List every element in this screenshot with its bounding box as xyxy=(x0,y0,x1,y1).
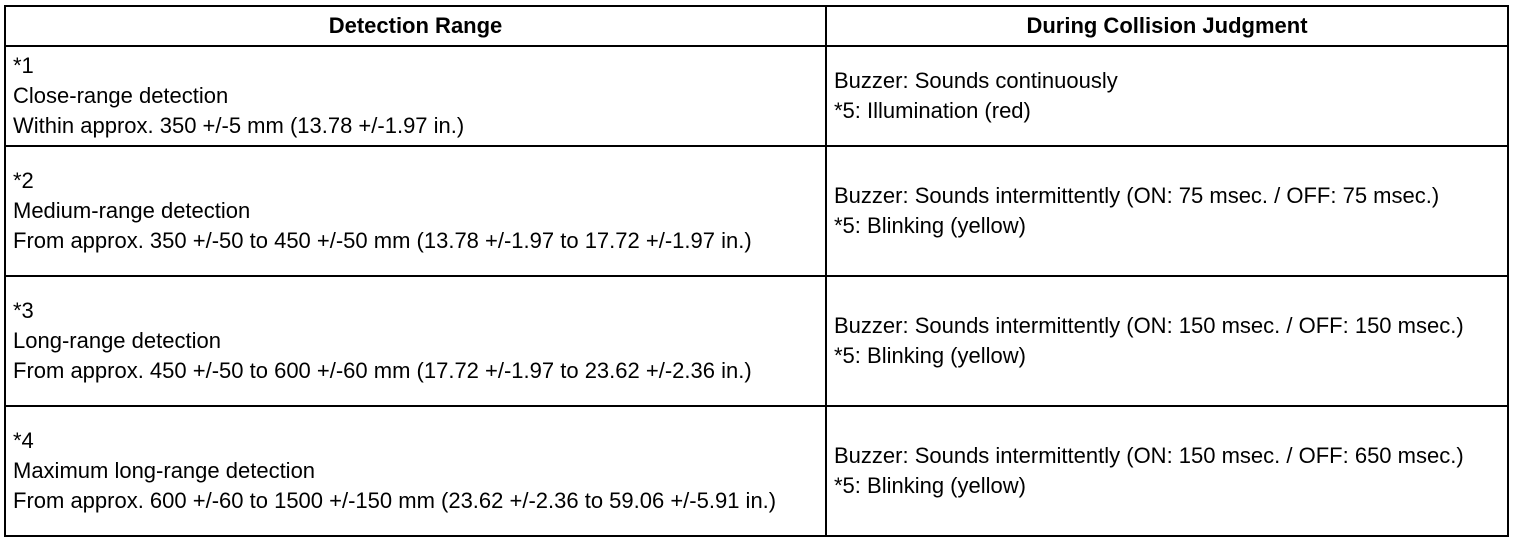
detection-range-cell xyxy=(5,46,826,146)
row-note-marker: *1 xyxy=(13,53,34,78)
header-during-collision-judgment: During Collision Judgment xyxy=(826,6,1508,46)
range-detail: From approx. 450 +/-50 to 600 +/-60 mm (17.72 +/-1.97 to 23.62 +/-2.36 in.) xyxy=(13,358,752,383)
table-row xyxy=(5,406,1508,536)
detection-range-cell xyxy=(5,406,826,536)
table-row xyxy=(5,146,1508,276)
range-name: Long-range detection xyxy=(13,328,221,353)
buzzer-behavior: Buzzer: Sounds intermittently (ON: 150 msec. / OFF: 150 msec.) xyxy=(834,313,1464,338)
indicator-behavior: *5: Blinking (yellow) xyxy=(834,343,1026,368)
indicator-behavior: *5: Illumination (red) xyxy=(834,98,1031,123)
collision-judgment-cell xyxy=(826,276,1508,406)
range-name: Close-range detection xyxy=(13,83,229,108)
row-note-marker: *2 xyxy=(13,168,34,193)
table-row xyxy=(5,276,1508,406)
range-name: Maximum long-range detection xyxy=(13,458,316,483)
detection-table-container xyxy=(4,5,1507,537)
table-row xyxy=(5,46,1508,146)
detection-range-cell xyxy=(5,146,826,276)
range-detail: From approx. 350 +/-50 to 450 +/-50 mm (13.78 +/-1.97 to 17.72 +/-1.97 in.) xyxy=(13,228,752,253)
range-name: Medium-range detection xyxy=(13,198,251,223)
buzzer-behavior: Buzzer: Sounds continuously xyxy=(834,68,1118,93)
collision-judgment-cell xyxy=(826,146,1508,276)
row-note-marker: *3 xyxy=(13,298,34,323)
detection-range-cell xyxy=(5,276,826,406)
header-detection-range: Detection Range xyxy=(5,6,826,46)
table-header-row xyxy=(5,6,1508,46)
range-detail: Within approx. 350 +/-5 mm (13.78 +/-1.97 in.) xyxy=(13,113,465,138)
row-note-marker: *4 xyxy=(13,428,34,453)
range-detail: From approx. 600 +/-60 to 1500 +/-150 mm (23.62 +/-2.36 to 59.06 +/-5.91 in.) xyxy=(13,488,777,513)
collision-judgment-cell xyxy=(826,406,1508,536)
indicator-behavior: *5: Blinking (yellow) xyxy=(834,473,1026,498)
detection-range-table xyxy=(4,5,1509,537)
buzzer-behavior: Buzzer: Sounds intermittently (ON: 75 msec. / OFF: 75 msec.) xyxy=(834,183,1440,208)
indicator-behavior: *5: Blinking (yellow) xyxy=(834,213,1026,238)
buzzer-behavior: Buzzer: Sounds intermittently (ON: 150 msec. / OFF: 650 msec.) xyxy=(834,443,1464,468)
collision-judgment-cell xyxy=(826,46,1508,146)
